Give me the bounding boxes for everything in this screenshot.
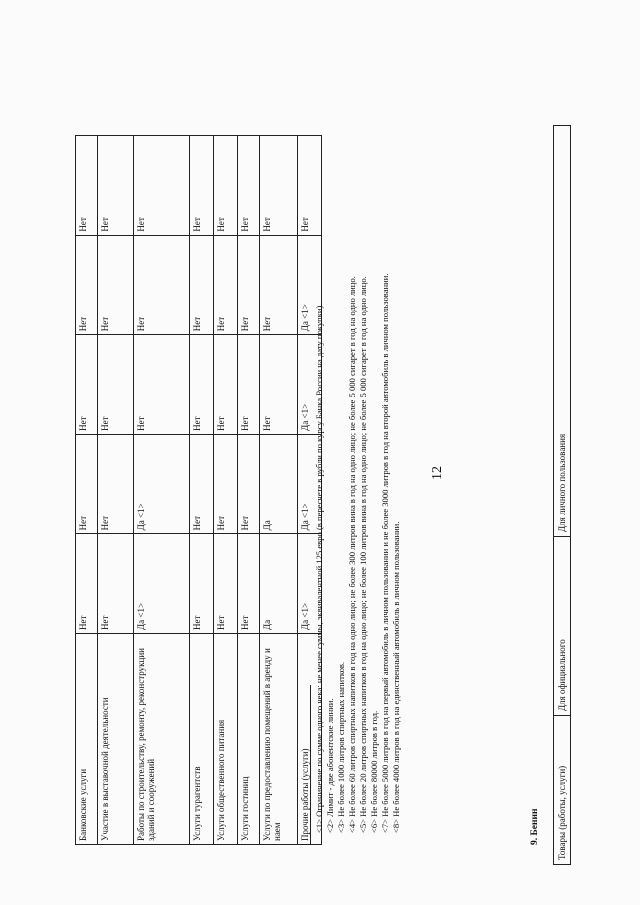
table-cell: Да <1> (298, 534, 322, 634)
table-row (238, 136, 260, 845)
services-table (75, 135, 322, 845)
table-cell: Нет (76, 235, 98, 335)
table-cell: Нет (76, 335, 98, 435)
header-cell: Для личного пользования (554, 126, 571, 537)
table-cell: Нет (76, 136, 98, 236)
table-cell: Нет (260, 335, 298, 435)
rotated-content (75, 105, 625, 885)
table-cell: Нет (98, 235, 134, 335)
table-cell: Да (260, 534, 298, 634)
table-cell: Нет (214, 534, 238, 634)
footnote: <5> Не более 20 литров спиртных напитков в год на одно лицо; не более 100 литров вина в год на одно лицо; не более 5 000 сигарет в год на одно лицо. (358, 276, 368, 833)
footnote: <4> Не более 60 литров спиртных напитков в год на одно лицо; не более 300 литров вина в год на одно лицо; не более 5 000 сигарет в год на одно лицо. (347, 276, 357, 833)
table-cell: Нет (238, 235, 260, 335)
table-cell: Нет (98, 335, 134, 435)
row-label: Участие в выставочной деятельности (98, 634, 134, 845)
footnote: <8> Не более 4000 литров в год на единственный автомобиль в личном пользовании. (391, 521, 401, 833)
table-cell: Да (260, 434, 298, 534)
table-row (134, 136, 190, 845)
row-label: Услуги гостиниц (238, 634, 260, 845)
header-cell: Товары (работы, услуги) (554, 716, 571, 865)
row-label: Услуги турагентств (190, 634, 214, 845)
footnote: <2> Лимит - две абонентские линии. (325, 698, 335, 833)
header-cell: Для официального (554, 537, 571, 716)
row-label: Работы по строительству, ремонту, реконструкции зданий и сооружений (134, 634, 190, 845)
table-cell: Нет (76, 434, 98, 534)
footnote: <1> Ограничение по сумме одного чека: не менее суммы, эквивалентной 125 евро (в пересчете в рубли по курсу Банка России на дату покупки). (314, 303, 324, 833)
table-cell: Нет (190, 136, 214, 236)
table-cell: Нет (214, 335, 238, 435)
table-cell: Да <1> (298, 434, 322, 534)
table-cell: Нет (190, 235, 214, 335)
benin-table (553, 125, 571, 865)
table-cell: Нет (298, 136, 322, 236)
row-label: Услуги по предоставлению помещений в аренду и наем (260, 634, 298, 845)
table-cell: Нет (134, 335, 190, 435)
row-label: Банковские услуги (76, 634, 98, 845)
table-cell: Нет (134, 235, 190, 335)
table-cell: Нет (260, 136, 298, 236)
footnote-rule (310, 685, 311, 845)
table-cell: Нет (214, 434, 238, 534)
footnotes (310, 125, 402, 845)
table-cell: Нет (76, 534, 98, 634)
table-header-row (554, 126, 571, 865)
footnote: <7> Не более 5000 литров в год на первый автомобиль в личном пользовании и не более 3000 литров в год на второй автомобиль в личном пользовании. (380, 273, 390, 833)
table-cell: Нет (238, 136, 260, 236)
table-cell: Нет (238, 434, 260, 534)
table-row (214, 136, 238, 845)
table-cell: Да <1> (134, 434, 190, 534)
footnote: <3> Не более 1000 литров спиртных напитков. (336, 661, 346, 833)
table-cell: Да <1> (298, 235, 322, 335)
table-cell: Нет (190, 434, 214, 534)
table-cell: Нет (260, 235, 298, 335)
table-cell: Нет (98, 434, 134, 534)
table-cell: Нет (214, 136, 238, 236)
footnote: <6> Не более 80000 литров в год. (369, 710, 379, 833)
table-row (76, 136, 98, 845)
table-cell: Нет (190, 534, 214, 634)
table-cell: Да <1> (298, 335, 322, 435)
page-number: 12 (430, 466, 445, 480)
table-cell: Нет (238, 335, 260, 435)
table-cell: Нет (98, 136, 134, 236)
table-row (98, 136, 134, 845)
table-row (260, 136, 298, 845)
table-cell: Нет (190, 335, 214, 435)
table-cell: Нет (134, 136, 190, 236)
row-label: Прочие работы (услуги) (298, 634, 322, 845)
table-cell: Нет (214, 235, 238, 335)
table-cell: Да <1> (134, 534, 190, 634)
row-label: Услуги общественного питания (214, 634, 238, 845)
table-row (190, 136, 214, 845)
section-title: 9. Бенин (530, 808, 540, 845)
table-cell: Нет (98, 534, 134, 634)
table-cell: Нет (238, 534, 260, 634)
